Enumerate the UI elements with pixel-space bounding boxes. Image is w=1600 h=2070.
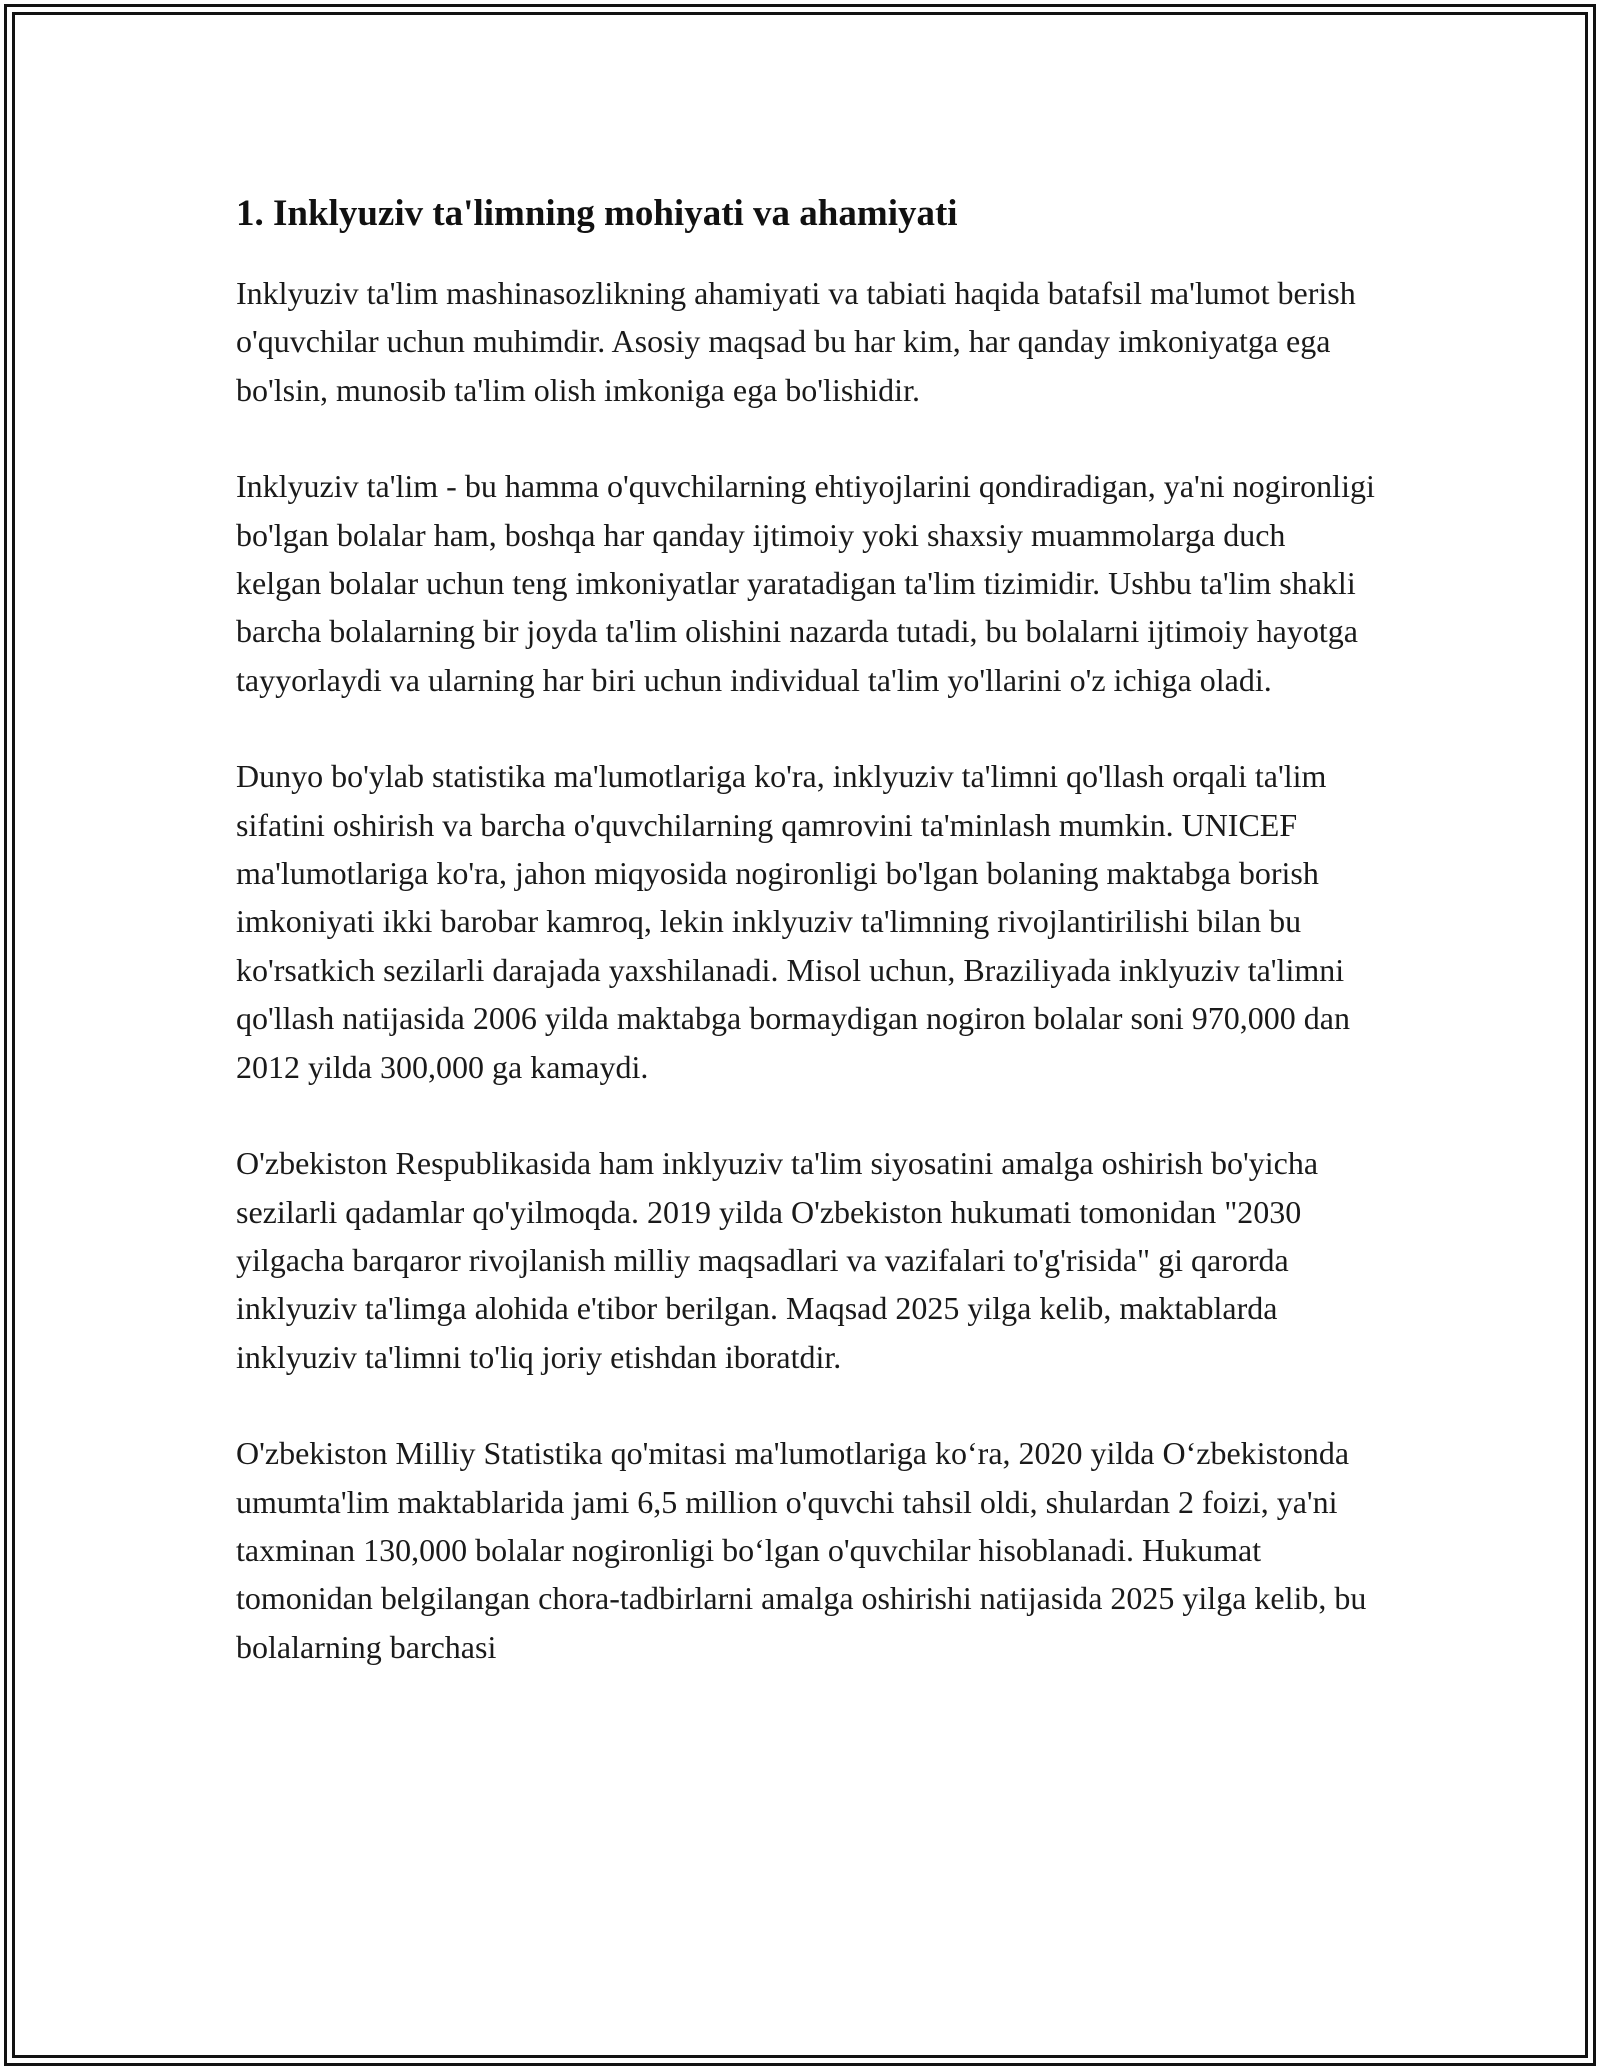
- paragraph-definition: Inklyuziv ta'lim - bu hamma o'quvchilarning ehtiyojlarini qondiradigan, ya'ni nogironligi bo'lgan bolalar ham, boshqa har qanday ijtimoiy yoki shaxsiy muammolarga duch kelgan bolalar uchun teng imkoniyatlar yaratadigan ta'lim tizimidir. Ushbu ta'lim shakli barcha bolalarning bir joyda ta'lim olishini nazarda tutadi, bu bolalarni ijtimoiy hayotga tayyorlaydi va ularning har biri uchun individual ta'lim yo'llarini o'z ichiga oladi.: [236, 468, 1375, 698]
- paragraph-world-statistics: Dunyo bo'ylab statistika ma'lumotlariga ko'ra, inklyuziv ta'limni qo'llash orqali ta'lim sifatini oshirish va barcha o'quvchilarning qamrovini ta'minlash mumkin. UNICEF ma'lumotlariga ko'ra, jahon miqyosida nogironligi bo'lgan bolaning maktabga borish imkoniyati ikki barobar kamroq, lekin inklyuziv ta'limning rivojlantirilishi bilan bu ko'rsatkich sezilarli darajada yaxshilanadi. Misol uchun, Braziliyada inklyuziv ta'limni qo'llash natijasida 2006 yilda maktabga bormaydigan nogiron bolalar soni 970,000 dan 2012 yilda 300,000 ga kamaydi.: [236, 758, 1350, 1085]
- paragraph-uzbekistan-policy: O'zbekiston Respublikasida ham inklyuziv ta'lim siyosatini amalga oshirish bo'yicha sezilarli qadamlar qo'yilmoqda. 2019 yilda O'zbekiston hukumati tomonidan "2030 yilgacha barqaror rivojlanish milliy maqsadlari va vazifalari to'g'risida" gi qarorda inklyuziv ta'limga alohida e'tibor berilgan. Maqsad 2025 yilga kelib, maktablarda inklyuziv ta'limni to'liq joriy etishdan iboratdir.: [236, 1145, 1319, 1375]
- paragraph-intro: Inklyuziv ta'lim mashinasozlikning ahamiyati va tabiati haqida batafsil ma'lumot berish o'quvchilar uchun muhimdir. Asosiy maqsad bu har kim, har qanday imkoniyatga ega bo'lsin, munosib ta'lim olish imkoniga ega bo'lishidir.: [236, 275, 1356, 408]
- document-body: [236, 185, 1376, 1719]
- section-heading: 1. Inklyuziv ta'limning mohiyati va ahamiyati: [236, 193, 958, 234]
- paragraph-uzbekistan-statistics: O'zbekiston Milliy Statistika qo'mitasi ma'lumotlariga ko‘ra, 2020 yilda O‘zbekistonda umumta'lim maktablarida jami 6,5 million o'quvchi tahsil oldi, shulardan 2 foizi, ya'ni taxminan 130,000 bolalar nogironligi bo‘lgan o'quvchilar hisoblanadi. Hukumat tomonidan belgilangan chora-tadbirlarni amalga oshirishi natijasida 2025 yilga kelib, bu bolalarning barchasi: [236, 1435, 1367, 1665]
